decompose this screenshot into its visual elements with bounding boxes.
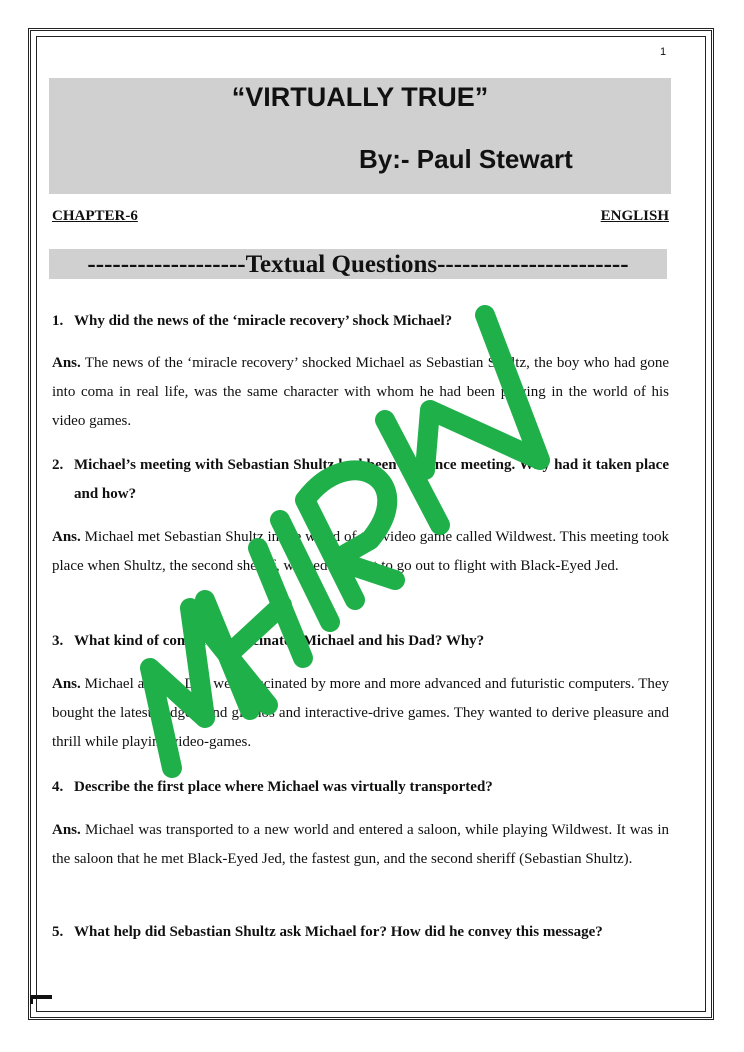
subject-label: ENGLISH (600, 208, 669, 224)
section-heading: -------------------Textual Questions----------------------- (49, 249, 667, 279)
answer-text: Michael met Sebastian Shultz in the world of the video game called Wildwest. This meeting took place when Shultz, the second sheriff, warned him not to go out to flight with Black-Eyed Jed. (52, 529, 670, 574)
answer-label: Ans. (52, 676, 81, 692)
question-5 (52, 918, 669, 947)
question-1 (52, 307, 669, 336)
author-line: By:- Paul Stewart (359, 144, 573, 174)
answer-text: Michael was transported to a new world and entered a saloon, while playing Wildwest. It was in the saloon that he met Black-Eyed Jed, the fastest gun, and the second sheriff (Sebastian Shultz). (52, 822, 670, 867)
question-2 (52, 451, 669, 509)
chapter-label: CHAPTER-6 (52, 208, 138, 224)
answer-2 (52, 523, 669, 581)
question-text: What help did Sebastian Shultz ask Michael for? How did he convey this message? (74, 924, 603, 940)
page-number: 1 (660, 46, 667, 58)
question-text: Why did the news of the ‘miracle recovery’ shock Michael? (74, 313, 453, 329)
answer-label: Ans. (52, 822, 81, 838)
answer-text: Michael and his Dad were fascinated by more and more advanced and futuristic computers. They bought the latest gadgets and gizmos and interactive-drive games. They wanted to derive pleasure and thrill while playing video-games. (52, 676, 670, 750)
question-number: 4. (52, 779, 64, 795)
question-text: What kind of computers fascinated Michael and his Dad? Why? (74, 633, 485, 649)
answer-label: Ans. (52, 529, 81, 545)
answer-label: Ans. (52, 355, 81, 371)
question-number: 1. (52, 313, 64, 329)
answer-3 (52, 670, 669, 757)
question-number: 3. (52, 633, 64, 649)
answer-text: The news of the ‘miracle recovery’ shocked Michael as Sebastian Shultz, the boy who had gone into coma in real life, was the same character with whom he had been playing in the world of his video games. (52, 355, 670, 429)
question-text: Describe the first place where Michael was virtually transported? (74, 779, 493, 795)
question-text: Michael’s meeting with Sebastian Shultz had been a chance meeting. Why had it taken place and how? (74, 457, 669, 502)
question-4 (52, 773, 669, 802)
title-box (49, 78, 671, 194)
answer-4 (52, 816, 669, 874)
question-number: 5. (52, 924, 64, 940)
corner-dot (30, 998, 33, 1004)
document-title: “VIRTUALLY TRUE” (231, 82, 489, 112)
corner-mark (30, 995, 52, 999)
question-number: 2. (52, 457, 64, 473)
question-3 (52, 627, 669, 656)
answer-1 (52, 349, 669, 436)
